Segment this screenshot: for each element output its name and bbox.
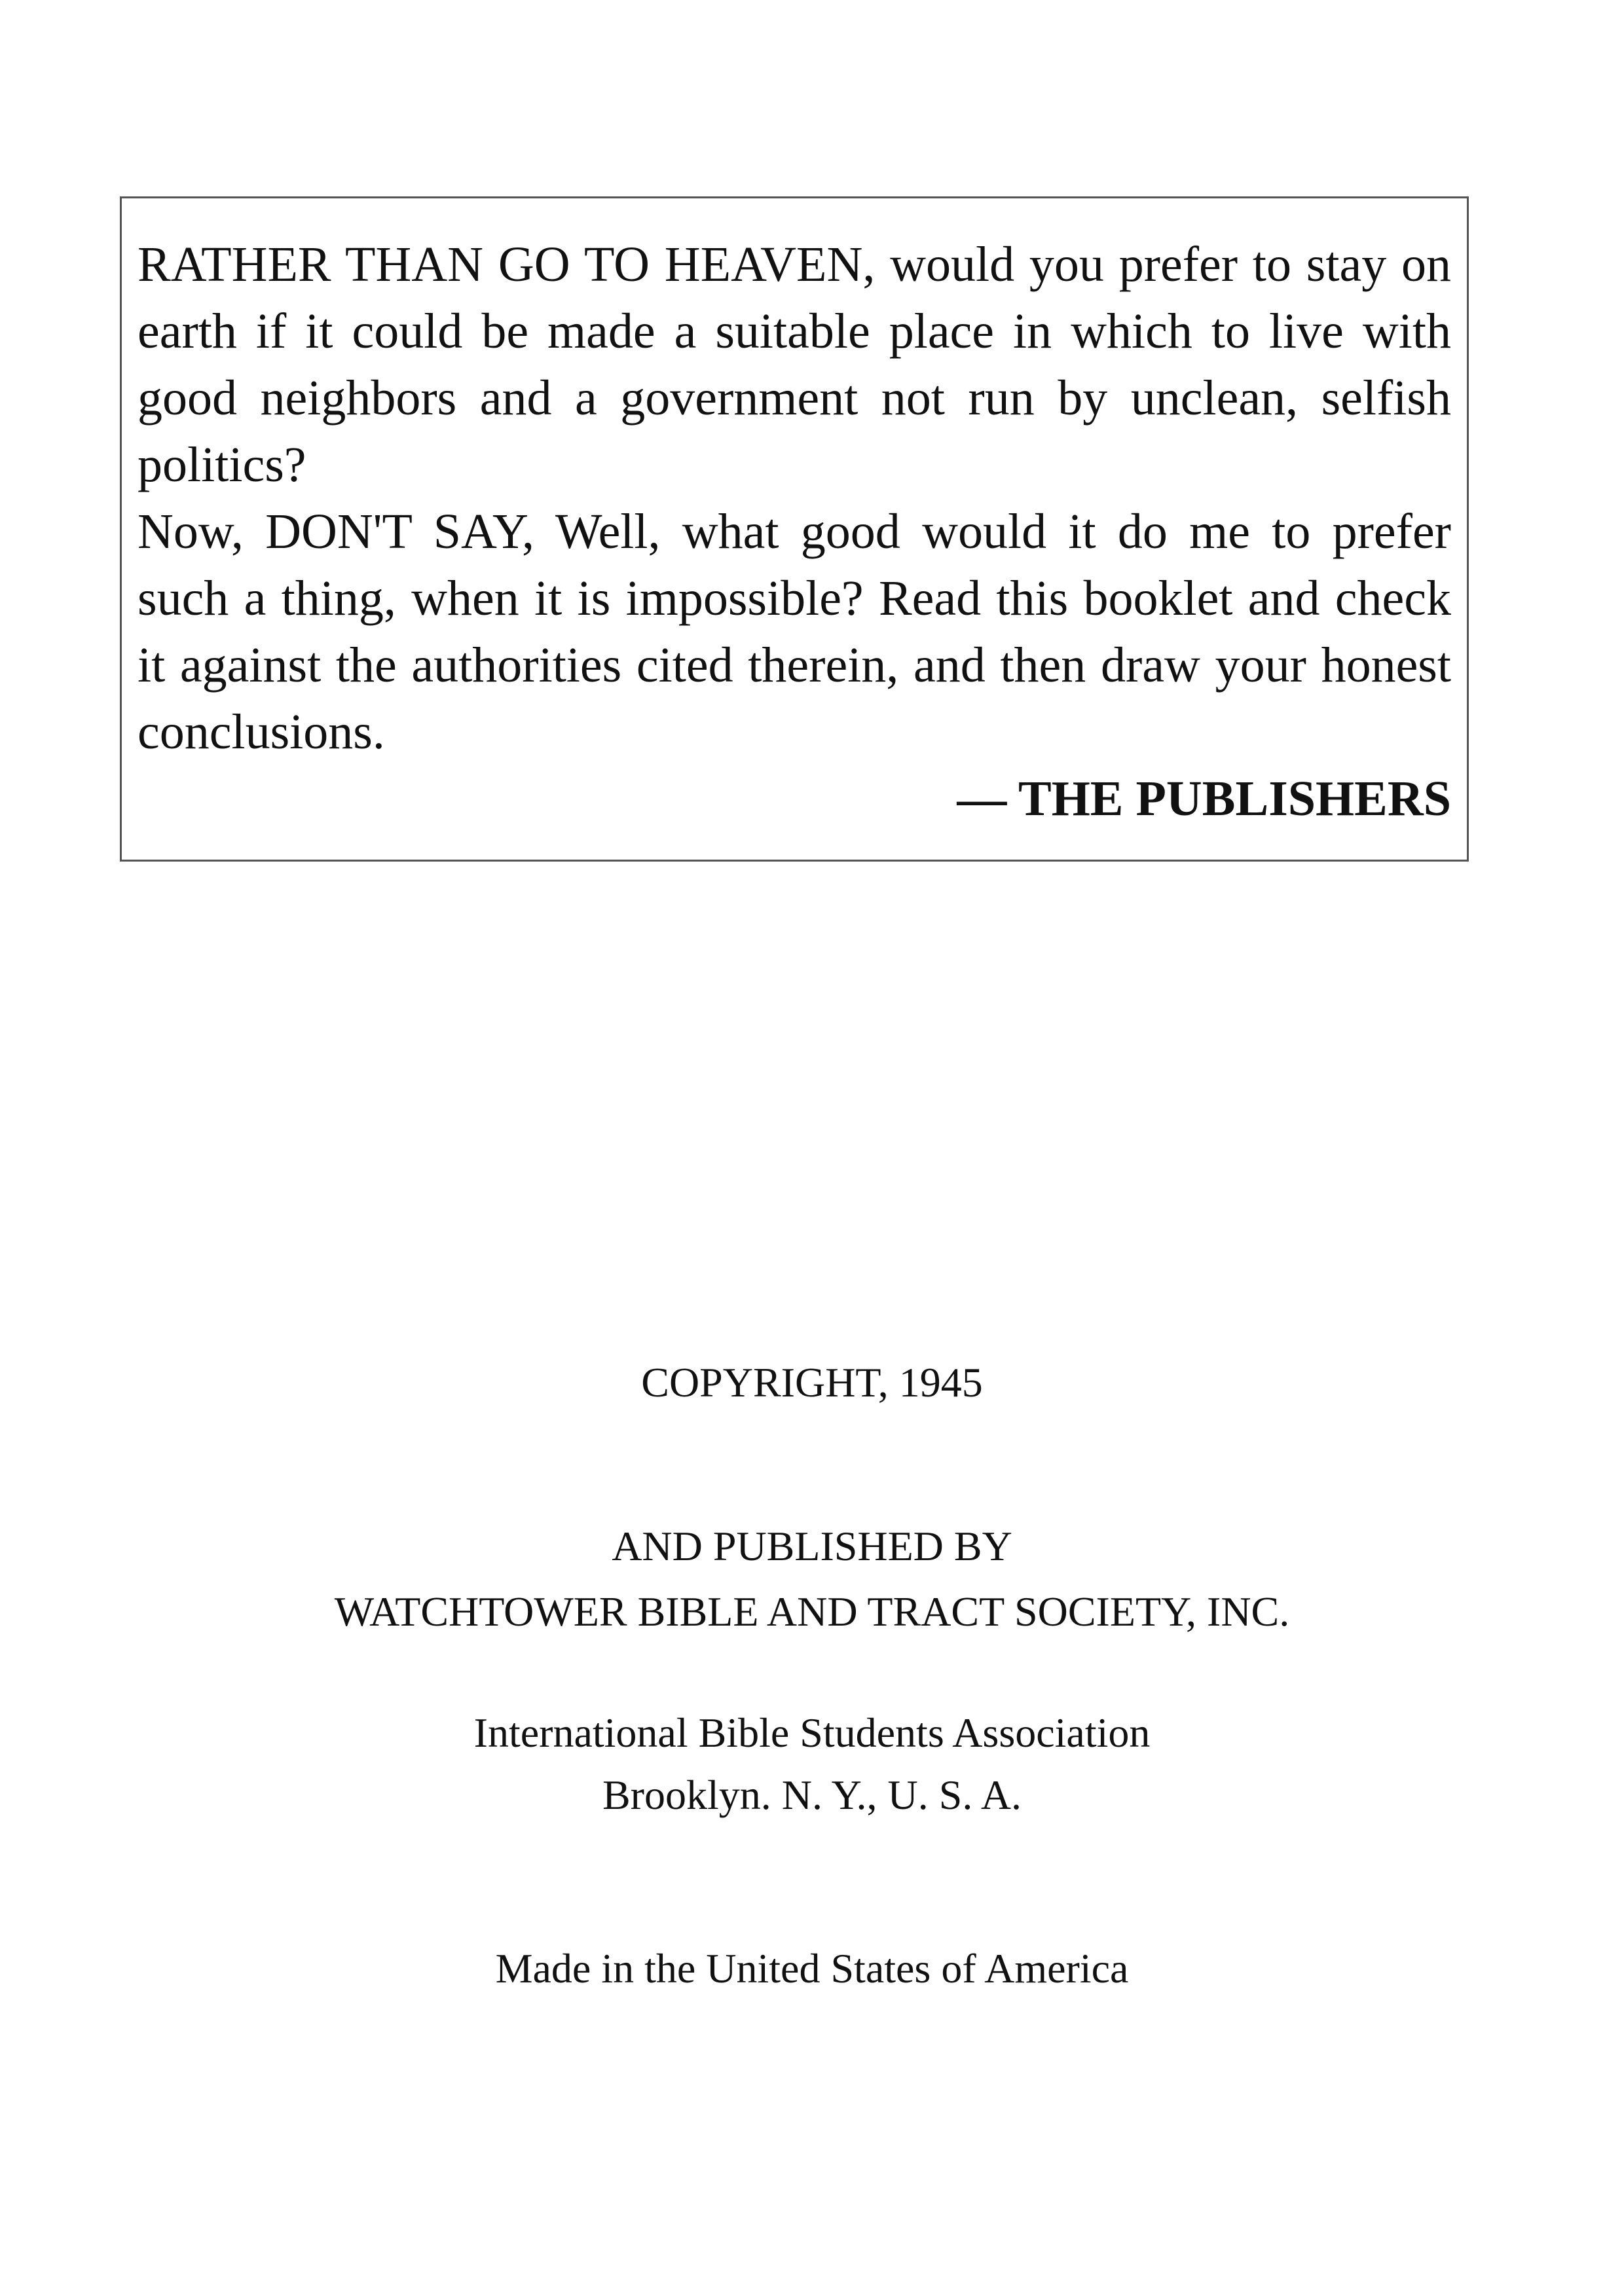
notice-paragraph-1: RATHER THAN GO TO HEAVEN, would you prefer to stay on earth if it could be made a suitable place in which to live with good neighbors and a government not run by unclean, selfish politics? [138, 237, 1451, 492]
made-in-line: Made in the United States of America [495, 1945, 1129, 1992]
society-name: WATCHTOWER BIBLE AND TRACT SOCIETY, INC. [334, 1588, 1290, 1635]
copyright-line: COPYRIGHT, 1945 [641, 1359, 983, 1406]
publishers-notice-box [120, 196, 1469, 862]
published-by-line: AND PUBLISHED BY [612, 1523, 1012, 1569]
publishers-signature: — THE PUBLISHERS [957, 771, 1451, 826]
location-line: Brooklyn. N. Y., U. S. A. [602, 1772, 1022, 1818]
notice-paragraph-2: Now, DON'T SAY, Well, what good would it do me to prefer such a thing, when it is impossible? Read this booklet and check it against the authorities cited therein, and then draw your honest conclusions. [138, 504, 1451, 759]
association-name: International Bible Students Association [473, 1709, 1151, 1756]
